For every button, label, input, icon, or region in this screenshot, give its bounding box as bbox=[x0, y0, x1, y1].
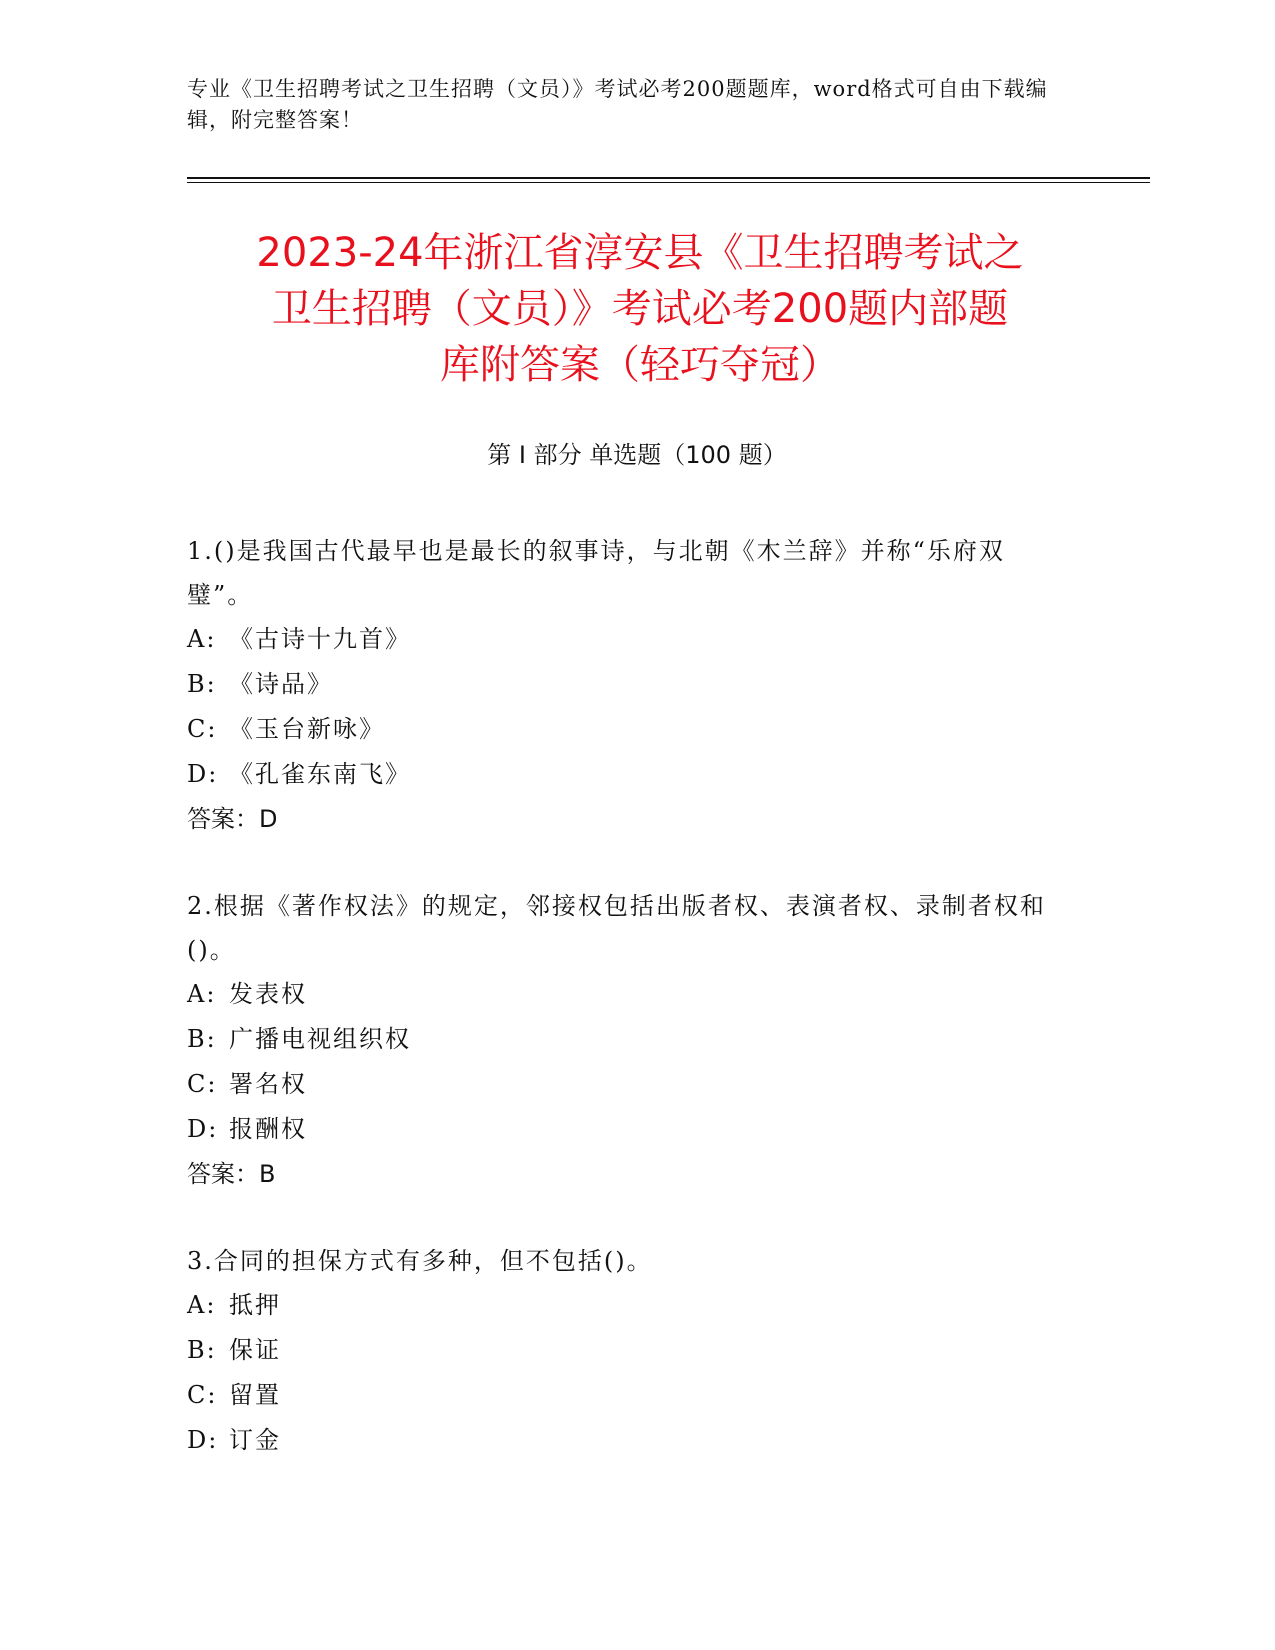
option-letter: A: bbox=[187, 1291, 217, 1319]
option-letter: A: bbox=[187, 980, 217, 1008]
question-stem: 3.合同的担保方式有多种，但不包括()。 bbox=[187, 1247, 653, 1275]
question-stem: 2.根据《著作权法》的规定，邻接权包括出版者权、表演者权、录制者权和()。 bbox=[187, 892, 1046, 964]
document-intro: 专业《卫生招聘考试之卫生招聘（文员）》考试必考200题题库，word格式可自由下载编辑，附完整答案！ bbox=[187, 77, 1048, 132]
option-letter: D: bbox=[187, 760, 219, 788]
option-letter: C: bbox=[187, 1070, 218, 1098]
option-c bbox=[187, 707, 1067, 752]
option-text: 《玉台新咏》 bbox=[229, 715, 385, 743]
option-a bbox=[187, 617, 1067, 662]
option-c bbox=[187, 1062, 1067, 1107]
option-d bbox=[187, 752, 1067, 797]
option-d bbox=[187, 1107, 1067, 1152]
question-3 bbox=[187, 1239, 1067, 1463]
option-text: 订金 bbox=[229, 1426, 281, 1454]
title-line-1: 2023-24年浙江省淳安县《卫生招聘考试之 bbox=[256, 230, 1024, 276]
option-text: 留置 bbox=[229, 1381, 281, 1409]
option-text: 署名权 bbox=[229, 1070, 307, 1098]
option-b bbox=[187, 662, 1067, 707]
option-a bbox=[187, 972, 1067, 1017]
option-b bbox=[187, 1017, 1067, 1062]
header-rule-thin bbox=[187, 182, 1150, 183]
option-text: 报酬权 bbox=[229, 1115, 307, 1143]
option-d bbox=[187, 1418, 1067, 1463]
question-stem: 1.()是我国古代最早也是最长的叙事诗，与北朝《木兰辞》并称“乐府双璧”。 bbox=[187, 537, 1005, 609]
option-text: 保证 bbox=[229, 1336, 281, 1364]
option-text: 抵押 bbox=[229, 1291, 281, 1319]
answer-line: 答案：B bbox=[187, 1160, 276, 1188]
question-1 bbox=[187, 529, 1067, 842]
section-heading: 第 I 部分 单选题（100 题） bbox=[487, 441, 787, 469]
header-rule-thick bbox=[187, 177, 1150, 179]
option-letter: B: bbox=[187, 1336, 217, 1364]
option-letter: D: bbox=[187, 1426, 219, 1454]
title-line-3: 库附答案（轻巧夺冠） bbox=[440, 342, 840, 388]
option-text: 《孔雀东南飞》 bbox=[229, 760, 411, 788]
option-b bbox=[187, 1328, 1067, 1373]
title-line-2: 卫生招聘（文员）》考试必考200题内部题 bbox=[271, 286, 1009, 332]
option-text: 广播电视组织权 bbox=[229, 1025, 411, 1053]
option-text: 发表权 bbox=[229, 980, 307, 1008]
option-letter: B: bbox=[187, 1025, 217, 1053]
document-title bbox=[190, 225, 1090, 393]
question-2 bbox=[187, 884, 1067, 1197]
option-a bbox=[187, 1283, 1067, 1328]
option-c bbox=[187, 1373, 1067, 1418]
option-letter: C: bbox=[187, 715, 218, 743]
option-letter: C: bbox=[187, 1381, 218, 1409]
answer-line: 答案：D bbox=[187, 805, 278, 833]
question-list bbox=[187, 529, 1067, 1505]
option-letter: A: bbox=[187, 625, 217, 653]
option-text: 《诗品》 bbox=[229, 670, 333, 698]
option-text: 《古诗十九首》 bbox=[229, 625, 411, 653]
option-letter: D: bbox=[187, 1115, 219, 1143]
option-letter: B: bbox=[187, 670, 217, 698]
